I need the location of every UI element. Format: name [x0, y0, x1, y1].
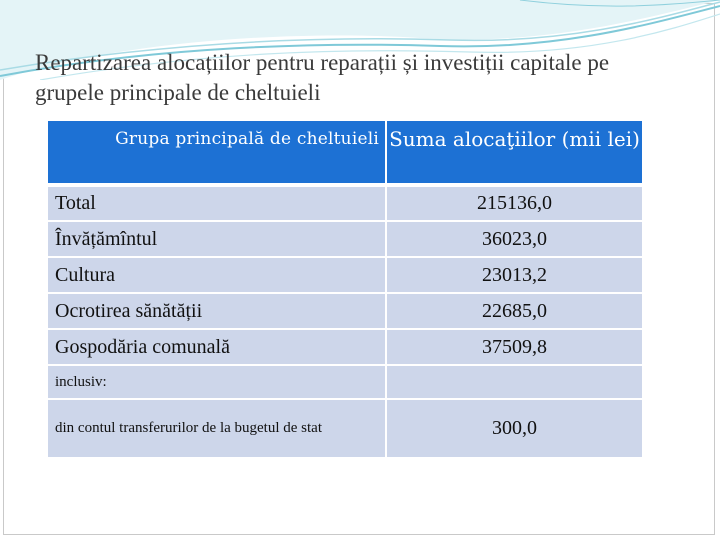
row-value: 37509,8 — [386, 329, 642, 365]
header-amount: Suma alocaţiilor (mii lei) — [386, 121, 642, 185]
row-value: 23013,2 — [386, 257, 642, 293]
row-value: 22685,0 — [386, 293, 642, 329]
slide-title: Repartizarea alocațiilor pentru reparații și investiții capitale pe grupele principale de cheltuieli — [35, 50, 610, 105]
row-value: 215136,0 — [386, 185, 642, 221]
row-value — [386, 365, 642, 399]
table-header-row — [48, 121, 642, 185]
row-value: 36023,0 — [386, 221, 642, 257]
row-value: 300,0 — [386, 399, 642, 457]
table-row — [48, 293, 642, 329]
row-label: Învățămîntul — [48, 221, 386, 257]
row-label: inclusiv: — [48, 365, 386, 399]
allocations-table — [48, 121, 642, 457]
row-label: Cultura — [48, 257, 386, 293]
row-label: Ocrotirea sănătății — [48, 293, 386, 329]
table-row — [48, 365, 642, 399]
table-row — [48, 329, 642, 365]
row-label: din contul transferurilor de la bugetul de stat — [48, 399, 386, 457]
row-label: Total — [48, 185, 386, 221]
row-label: Gospodăria comunală — [48, 329, 386, 365]
table-row — [48, 185, 642, 221]
table-row — [48, 399, 642, 457]
table-row — [48, 257, 642, 293]
table-row — [48, 221, 642, 257]
header-group: Grupa principală de cheltuieli — [48, 121, 386, 185]
